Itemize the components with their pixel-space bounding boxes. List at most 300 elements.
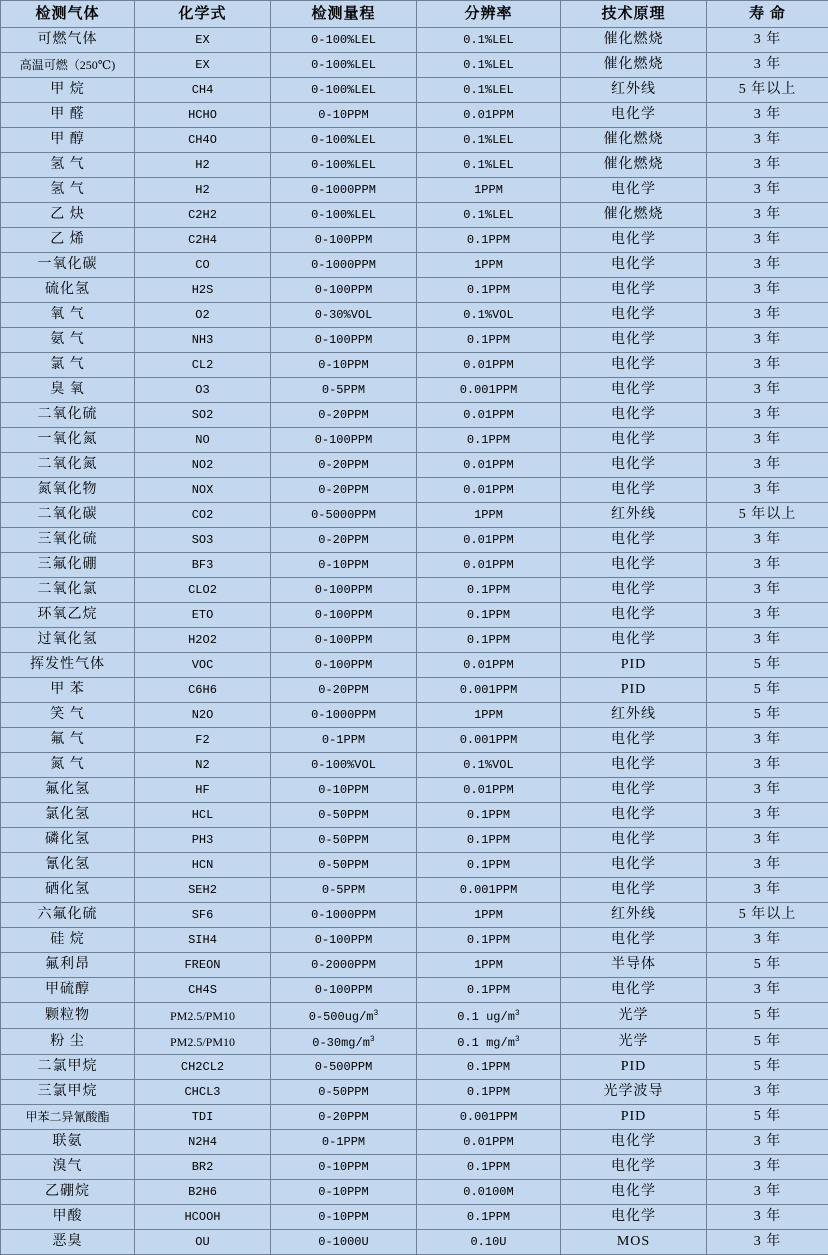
cell-resolution: 0.1%LEL: [417, 28, 561, 53]
cell-resolution: 0.1PPM: [417, 1205, 561, 1230]
cell-chemical-formula: SF6: [135, 903, 271, 928]
cell-technical-principle: PID: [561, 653, 707, 678]
table-row: [1, 1080, 828, 1105]
column-header-principle: 技术原理: [561, 1, 707, 28]
cell-chemical-formula: F2: [135, 728, 271, 753]
cell-chemical-formula: NOX: [135, 478, 271, 503]
cell-resolution: 1PPM: [417, 953, 561, 978]
cell-lifetime: 3 年: [707, 253, 828, 278]
cell-gas-name: 氰化氢: [1, 853, 135, 878]
cell-gas-name: 笑 气: [1, 703, 135, 728]
cell-gas-name: 甲酸: [1, 1205, 135, 1230]
cell-lifetime: 3 年: [707, 153, 828, 178]
column-header-gas: 检测气体: [1, 1, 135, 28]
table-row: [1, 853, 828, 878]
cell-chemical-formula: PH3: [135, 828, 271, 853]
cell-gas-name: 一氧化氮: [1, 428, 135, 453]
cell-technical-principle: 电化学: [561, 228, 707, 253]
cell-chemical-formula: TDI: [135, 1105, 271, 1130]
cell-chemical-formula: SO3: [135, 528, 271, 553]
cell-detection-range: 0-1000PPM: [271, 703, 417, 728]
cell-resolution: 0.1PPM: [417, 628, 561, 653]
cell-gas-name: 二氯甲烷: [1, 1055, 135, 1080]
table-row: [1, 778, 828, 803]
cell-lifetime: 3 年: [707, 753, 828, 778]
cell-chemical-formula: EX: [135, 53, 271, 78]
cell-technical-principle: 电化学: [561, 303, 707, 328]
cell-technical-principle: 电化学: [561, 603, 707, 628]
cell-detection-range: 0-10PPM: [271, 1205, 417, 1230]
table-row: [1, 453, 828, 478]
cell-gas-name: 氯 气: [1, 353, 135, 378]
cell-technical-principle: 电化学: [561, 253, 707, 278]
cell-resolution: 0.0100M: [417, 1180, 561, 1205]
cell-gas-name: 乙硼烷: [1, 1180, 135, 1205]
cell-lifetime: 5 年: [707, 678, 828, 703]
cell-gas-name: 二氧化硫: [1, 403, 135, 428]
cell-chemical-formula: CH2CL2: [135, 1055, 271, 1080]
table-row: [1, 353, 828, 378]
cell-technical-principle: 光学波导: [561, 1080, 707, 1105]
cell-gas-name: 臭 氧: [1, 378, 135, 403]
column-header-range: 检测量程: [271, 1, 417, 28]
cell-chemical-formula: BR2: [135, 1155, 271, 1180]
cell-detection-range: 0-100PPM: [271, 578, 417, 603]
cell-technical-principle: 电化学: [561, 478, 707, 503]
cell-lifetime: 3 年: [707, 828, 828, 853]
table-row: [1, 553, 828, 578]
cell-technical-principle: 电化学: [561, 103, 707, 128]
cell-lifetime: 3 年: [707, 1205, 828, 1230]
cell-chemical-formula: H2S: [135, 278, 271, 303]
cell-detection-range: 0-20PPM: [271, 1105, 417, 1130]
table-row: [1, 828, 828, 853]
cell-gas-name: 溴气: [1, 1155, 135, 1180]
cell-technical-principle: 红外线: [561, 903, 707, 928]
cell-resolution: 0.01PPM: [417, 653, 561, 678]
cell-lifetime: 3 年: [707, 853, 828, 878]
cell-resolution: 0.1PPM: [417, 578, 561, 603]
cell-resolution: 0.1%VOL: [417, 303, 561, 328]
cell-resolution: 1PPM: [417, 503, 561, 528]
cell-lifetime: 3 年: [707, 1230, 828, 1255]
cell-chemical-formula: BF3: [135, 553, 271, 578]
cell-detection-range: 0-100PPM: [271, 328, 417, 353]
cell-technical-principle: 电化学: [561, 978, 707, 1003]
cell-lifetime: 3 年: [707, 1180, 828, 1205]
cell-chemical-formula: NH3: [135, 328, 271, 353]
cell-lifetime: 3 年: [707, 303, 828, 328]
cell-detection-range: 0-100PPM: [271, 978, 417, 1003]
cell-lifetime: 5 年: [707, 703, 828, 728]
cell-resolution: 0.01PPM: [417, 1130, 561, 1155]
table-row: [1, 403, 828, 428]
cell-detection-range: 0-10PPM: [271, 1180, 417, 1205]
cell-lifetime: 3 年: [707, 103, 828, 128]
cell-gas-name: 环氧乙烷: [1, 603, 135, 628]
table-header-row: [1, 1, 828, 28]
cell-detection-range: 0-20PPM: [271, 478, 417, 503]
cell-detection-range: 0-50PPM: [271, 803, 417, 828]
cell-chemical-formula: CO2: [135, 503, 271, 528]
cell-chemical-formula: SIH4: [135, 928, 271, 953]
cell-lifetime: 3 年: [707, 778, 828, 803]
cell-technical-principle: 电化学: [561, 403, 707, 428]
cell-resolution: 0.1PPM: [417, 428, 561, 453]
cell-lifetime: 5 年: [707, 953, 828, 978]
cell-lifetime: 3 年: [707, 178, 828, 203]
cell-lifetime: 3 年: [707, 228, 828, 253]
cell-technical-principle: PID: [561, 1105, 707, 1130]
cell-resolution: 0.1PPM: [417, 278, 561, 303]
cell-lifetime: 3 年: [707, 378, 828, 403]
table-row: [1, 878, 828, 903]
cell-lifetime: 5 年: [707, 653, 828, 678]
cell-resolution: 0.1PPM: [417, 803, 561, 828]
cell-detection-range: 0-10PPM: [271, 778, 417, 803]
cell-chemical-formula: CLO2: [135, 578, 271, 603]
cell-chemical-formula: PM2.5/PM10: [135, 1029, 271, 1055]
column-header-formula: 化学式: [135, 1, 271, 28]
cell-technical-principle: MOS: [561, 1230, 707, 1255]
cell-technical-principle: 红外线: [561, 503, 707, 528]
cell-resolution: 0.01PPM: [417, 528, 561, 553]
cell-resolution: 0.001PPM: [417, 378, 561, 403]
cell-resolution: 0.1PPM: [417, 828, 561, 853]
table-row: [1, 378, 828, 403]
table-row: [1, 128, 828, 153]
table-row: [1, 78, 828, 103]
cell-resolution: 0.01PPM: [417, 403, 561, 428]
cell-gas-name: 氢 气: [1, 178, 135, 203]
cell-gas-name: 氨 气: [1, 328, 135, 353]
cell-technical-principle: 电化学: [561, 803, 707, 828]
cell-lifetime: 5 年以上: [707, 903, 828, 928]
cell-chemical-formula: ETO: [135, 603, 271, 628]
cell-lifetime: 5 年: [707, 1029, 828, 1055]
cell-gas-name: 粉 尘: [1, 1029, 135, 1055]
cell-gas-name: 硅 烷: [1, 928, 135, 953]
cell-detection-range: 0-20PPM: [271, 453, 417, 478]
table-row: [1, 478, 828, 503]
cell-gas-name: 氯化氢: [1, 803, 135, 828]
cell-detection-range: 0-100PPM: [271, 928, 417, 953]
cell-technical-principle: 催化燃烧: [561, 203, 707, 228]
cell-chemical-formula: CHCL3: [135, 1080, 271, 1105]
table-row: [1, 228, 828, 253]
cell-detection-range: 0-20PPM: [271, 403, 417, 428]
cell-lifetime: 3 年: [707, 578, 828, 603]
cell-resolution: 0.001PPM: [417, 878, 561, 903]
cell-detection-range: 0-10PPM: [271, 553, 417, 578]
cell-lifetime: 3 年: [707, 453, 828, 478]
cell-technical-principle: 电化学: [561, 1130, 707, 1155]
cell-lifetime: 5 年以上: [707, 503, 828, 528]
cell-resolution: 0.1PPM: [417, 228, 561, 253]
table-row: [1, 703, 828, 728]
table-row: [1, 503, 828, 528]
cell-resolution: 0.1%VOL: [417, 753, 561, 778]
cell-detection-range: 0-500PPM: [271, 1055, 417, 1080]
cell-technical-principle: 电化学: [561, 753, 707, 778]
cell-technical-principle: 电化学: [561, 728, 707, 753]
table-row: [1, 1055, 828, 1080]
cell-detection-range: 0-5PPM: [271, 878, 417, 903]
cell-lifetime: 3 年: [707, 978, 828, 1003]
cell-resolution: 0.01PPM: [417, 103, 561, 128]
cell-detection-range: 0-10PPM: [271, 1155, 417, 1180]
cell-gas-name: 可燃气体: [1, 28, 135, 53]
cell-detection-range: 0-5000PPM: [271, 503, 417, 528]
cell-technical-principle: 电化学: [561, 878, 707, 903]
cell-gas-name: 氧 气: [1, 303, 135, 328]
cell-technical-principle: 电化学: [561, 1180, 707, 1205]
cell-resolution: 0.1PPM: [417, 978, 561, 1003]
cell-resolution: 0.1%LEL: [417, 153, 561, 178]
cell-gas-name: 二氧化碳: [1, 503, 135, 528]
cell-resolution: 0.1%LEL: [417, 128, 561, 153]
cell-lifetime: 5 年: [707, 1003, 828, 1029]
cell-lifetime: 3 年: [707, 403, 828, 428]
cell-gas-name: 六氟化硫: [1, 903, 135, 928]
cell-resolution: 0.1PPM: [417, 853, 561, 878]
cell-technical-principle: 电化学: [561, 578, 707, 603]
cell-technical-principle: 红外线: [561, 703, 707, 728]
cell-detection-range: 0-5PPM: [271, 378, 417, 403]
cell-gas-name: 一氧化碳: [1, 253, 135, 278]
cell-gas-name: 氟利昂: [1, 953, 135, 978]
cell-gas-name: 硫化氢: [1, 278, 135, 303]
table-row: [1, 728, 828, 753]
cell-detection-range: 0-20PPM: [271, 678, 417, 703]
cell-gas-name: 三氟化硼: [1, 553, 135, 578]
cell-gas-name: 二氧化氯: [1, 578, 135, 603]
table-row: [1, 1230, 828, 1255]
table-row: [1, 803, 828, 828]
cell-gas-name: 氮氧化物: [1, 478, 135, 503]
cell-chemical-formula: HCOOH: [135, 1205, 271, 1230]
cell-technical-principle: 半导体: [561, 953, 707, 978]
cell-detection-range: 0-100PPM: [271, 278, 417, 303]
cell-chemical-formula: N2: [135, 753, 271, 778]
cell-technical-principle: 电化学: [561, 828, 707, 853]
cell-detection-range: 0-100%LEL: [271, 128, 417, 153]
table-row: [1, 1205, 828, 1230]
cell-gas-name: 高温可燃（250℃): [1, 53, 135, 78]
cell-resolution: 0.01PPM: [417, 553, 561, 578]
cell-detection-range: 0-50PPM: [271, 1080, 417, 1105]
cell-lifetime: 3 年: [707, 603, 828, 628]
cell-chemical-formula: CO: [135, 253, 271, 278]
cell-lifetime: 5 年: [707, 1055, 828, 1080]
cell-resolution: 0.1 $ug/m^3$: [417, 1003, 561, 1029]
cell-gas-name: 过氧化氢: [1, 628, 135, 653]
cell-detection-range: 0-100%LEL: [271, 203, 417, 228]
cell-chemical-formula: HCN: [135, 853, 271, 878]
table-row: [1, 603, 828, 628]
table-row: [1, 328, 828, 353]
cell-technical-principle: 光学: [561, 1029, 707, 1055]
cell-resolution: 0.1%LEL: [417, 78, 561, 103]
cell-resolution: 0.1PPM: [417, 1055, 561, 1080]
cell-lifetime: 3 年: [707, 203, 828, 228]
cell-lifetime: 3 年: [707, 353, 828, 378]
cell-detection-range: 0-100%LEL: [271, 53, 417, 78]
cell-technical-principle: 电化学: [561, 278, 707, 303]
cell-detection-range: 0-100%VOL: [271, 753, 417, 778]
cell-technical-principle: 电化学: [561, 328, 707, 353]
table-row: [1, 903, 828, 928]
cell-chemical-formula: N2O: [135, 703, 271, 728]
cell-chemical-formula: H2O2: [135, 628, 271, 653]
cell-resolution: 0.01PPM: [417, 453, 561, 478]
table-row: [1, 1180, 828, 1205]
table-row: [1, 628, 828, 653]
cell-chemical-formula: CH4S: [135, 978, 271, 1003]
cell-detection-range: $0-500ug/m^3$: [271, 1003, 417, 1029]
cell-gas-name: 氟 气: [1, 728, 135, 753]
cell-gas-name: 二氧化氮: [1, 453, 135, 478]
cell-technical-principle: 电化学: [561, 778, 707, 803]
cell-lifetime: 3 年: [707, 728, 828, 753]
cell-gas-name: 恶臭: [1, 1230, 135, 1255]
cell-detection-range: 0-100PPM: [271, 428, 417, 453]
table-row: [1, 1003, 828, 1029]
cell-technical-principle: 电化学: [561, 453, 707, 478]
table-row: [1, 1130, 828, 1155]
cell-chemical-formula: CH4O: [135, 128, 271, 153]
cell-detection-range: 0-1000PPM: [271, 253, 417, 278]
cell-resolution: 1PPM: [417, 178, 561, 203]
cell-lifetime: 3 年: [707, 628, 828, 653]
table-row: [1, 428, 828, 453]
table-row: [1, 653, 828, 678]
cell-chemical-formula: B2H6: [135, 1180, 271, 1205]
table-row: [1, 28, 828, 53]
cell-chemical-formula: CL2: [135, 353, 271, 378]
cell-lifetime: 3 年: [707, 28, 828, 53]
cell-technical-principle: 电化学: [561, 428, 707, 453]
column-header-resolution: 分辨率: [417, 1, 561, 28]
cell-technical-principle: 电化学: [561, 628, 707, 653]
cell-resolution: 0.1PPM: [417, 928, 561, 953]
table-row: [1, 928, 828, 953]
cell-technical-principle: 电化学: [561, 378, 707, 403]
cell-gas-name: 甲苯二异氰酸酯: [1, 1105, 135, 1130]
cell-lifetime: 3 年: [707, 278, 828, 303]
cell-detection-range: 0-10PPM: [271, 353, 417, 378]
cell-technical-principle: 催化燃烧: [561, 28, 707, 53]
table-body: [1, 28, 828, 1255]
cell-gas-name: 乙 烯: [1, 228, 135, 253]
cell-gas-name: 颗粒物: [1, 1003, 135, 1029]
table-row: [1, 678, 828, 703]
cell-lifetime: 3 年: [707, 803, 828, 828]
cell-gas-name: 甲 烷: [1, 78, 135, 103]
cell-chemical-formula: OU: [135, 1230, 271, 1255]
cell-gas-name: 氮 气: [1, 753, 135, 778]
cell-technical-principle: 电化学: [561, 353, 707, 378]
cell-resolution: 1PPM: [417, 703, 561, 728]
cell-chemical-formula: SEH2: [135, 878, 271, 903]
cell-detection-range: 0-2000PPM: [271, 953, 417, 978]
cell-resolution: 0.1PPM: [417, 328, 561, 353]
cell-chemical-formula: H2: [135, 153, 271, 178]
table-row: [1, 253, 828, 278]
cell-chemical-formula: NO: [135, 428, 271, 453]
cell-chemical-formula: H2: [135, 178, 271, 203]
cell-gas-name: 甲 醛: [1, 103, 135, 128]
cell-detection-range: 0-50PPM: [271, 828, 417, 853]
cell-lifetime: 3 年: [707, 928, 828, 953]
cell-technical-principle: 电化学: [561, 853, 707, 878]
cell-resolution: 0.01PPM: [417, 478, 561, 503]
cell-technical-principle: 电化学: [561, 1205, 707, 1230]
cell-detection-range: 0-100%LEL: [271, 153, 417, 178]
cell-lifetime: 3 年: [707, 553, 828, 578]
cell-chemical-formula: HF: [135, 778, 271, 803]
cell-lifetime: 3 年: [707, 428, 828, 453]
cell-resolution: 0.1PPM: [417, 1080, 561, 1105]
cell-resolution: 1PPM: [417, 903, 561, 928]
table-row: [1, 103, 828, 128]
cell-detection-range: $0-30mg/m^3$: [271, 1029, 417, 1055]
table-row: [1, 53, 828, 78]
cell-resolution: 0.1%LEL: [417, 203, 561, 228]
table-row: [1, 1105, 828, 1130]
cell-gas-name: 挥发性气体: [1, 653, 135, 678]
cell-chemical-formula: EX: [135, 28, 271, 53]
cell-chemical-formula: O2: [135, 303, 271, 328]
cell-detection-range: 0-100PPM: [271, 653, 417, 678]
cell-chemical-formula: NO2: [135, 453, 271, 478]
cell-resolution: 0.10U: [417, 1230, 561, 1255]
cell-technical-principle: 光学: [561, 1003, 707, 1029]
cell-lifetime: 3 年: [707, 1130, 828, 1155]
cell-detection-range: 0-1000PPM: [271, 178, 417, 203]
cell-lifetime: 3 年: [707, 328, 828, 353]
cell-lifetime: 3 年: [707, 1080, 828, 1105]
cell-resolution: 0.1PPM: [417, 603, 561, 628]
cell-technical-principle: PID: [561, 678, 707, 703]
cell-gas-name: 甲硫醇: [1, 978, 135, 1003]
cell-detection-range: 0-100%LEL: [271, 78, 417, 103]
cell-technical-principle: 电化学: [561, 1155, 707, 1180]
cell-detection-range: 0-1000U: [271, 1230, 417, 1255]
cell-lifetime: 3 年: [707, 878, 828, 903]
table-row: [1, 528, 828, 553]
cell-technical-principle: 红外线: [561, 78, 707, 103]
cell-technical-principle: 电化学: [561, 528, 707, 553]
cell-resolution: 0.001PPM: [417, 728, 561, 753]
cell-gas-name: 硒化氢: [1, 878, 135, 903]
cell-lifetime: 3 年: [707, 53, 828, 78]
table-row: [1, 278, 828, 303]
cell-technical-principle: 电化学: [561, 553, 707, 578]
table-row: [1, 978, 828, 1003]
cell-detection-range: 0-10PPM: [271, 103, 417, 128]
cell-technical-principle: 电化学: [561, 928, 707, 953]
cell-resolution: 1PPM: [417, 253, 561, 278]
cell-chemical-formula: HCL: [135, 803, 271, 828]
table-row: [1, 153, 828, 178]
cell-detection-range: 0-1PPM: [271, 1130, 417, 1155]
cell-lifetime: 5 年以上: [707, 78, 828, 103]
cell-gas-name: 乙 炔: [1, 203, 135, 228]
cell-chemical-formula: C6H6: [135, 678, 271, 703]
cell-detection-range: 0-100PPM: [271, 628, 417, 653]
cell-lifetime: 5 年: [707, 1105, 828, 1130]
